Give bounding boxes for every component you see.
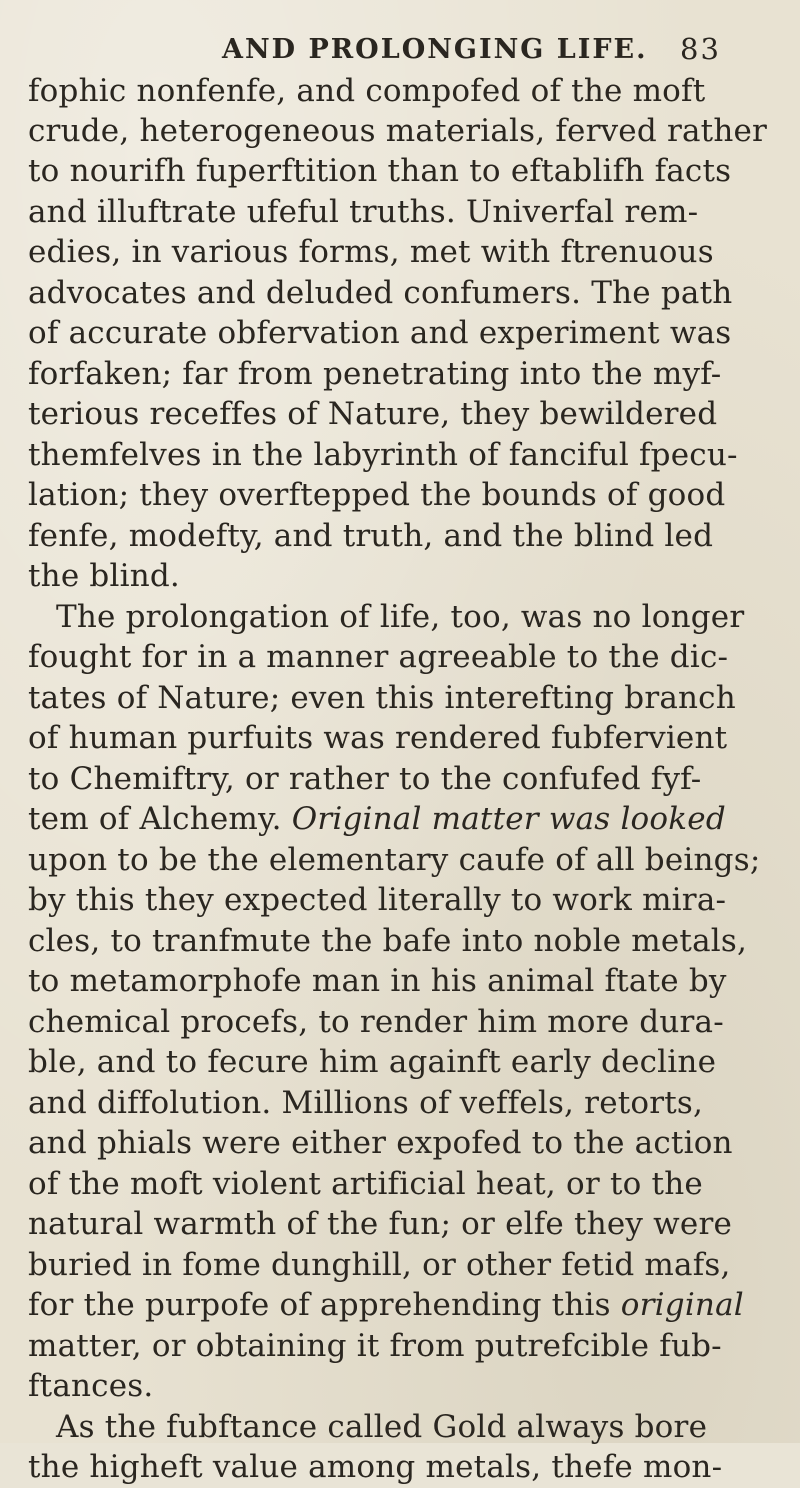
italic-word: original [620, 1287, 744, 1323]
text-line: of human purfuits was rendered fubfervient [28, 720, 728, 756]
text-line: the higheft value among metals, thefe mon- [28, 1449, 723, 1485]
text-line: edies, in various forms, met with ftrenuous [28, 234, 714, 270]
text-line: and diffolution. Millions of veffels, retorts, [28, 1085, 704, 1121]
text-segment: tem of Alchemy. [28, 801, 282, 837]
text-line: fophic nonfenfe, and compofed of the moft [28, 73, 706, 109]
text-line: of the moft violent artificial heat, or to the [28, 1166, 703, 1202]
text-line: and illuftrate ufeful truths. Univerfal rem- [28, 194, 699, 230]
running-title: AND PROLONGING LIFE. [222, 34, 648, 65]
running-head [0, 18, 800, 74]
text-line: terious receffes of Nature, they bewildered [28, 396, 718, 432]
text-line: the blind. [28, 558, 180, 594]
text-line: ble, and to fecure him againft early decline [28, 1044, 717, 1080]
text-line: fenfe, modefty, and truth, and the blind led [28, 518, 714, 554]
text-line-mixed [28, 798, 726, 840]
text-line: The prolongation of life, too, was no longer [56, 599, 745, 635]
text-line: and phials were either expofed to the action [28, 1125, 733, 1161]
text-line: natural warmth of the fun; or elfe they were [28, 1206, 733, 1242]
text-line: upon to be the elementary caufe of all beings; [28, 842, 761, 878]
text-line: to Chemiftry, or rather to the confufed fyf- [28, 761, 702, 797]
text-line: ftances. [28, 1368, 154, 1404]
italic-phrase: Original matter was looked [291, 801, 726, 837]
text-line: lation; they overftepped the bounds of good [28, 477, 726, 513]
text-line: advocates and deluded confumers. The path [28, 275, 733, 311]
page-number: 83 [680, 32, 721, 66]
text-line: to nourifh fuperftition than to eftablifh facts [28, 153, 732, 189]
text-line: matter, or obtaining it from putrefcible fub- [28, 1328, 722, 1364]
text-line: As the fubftance called Gold always bore [56, 1409, 708, 1445]
text-line: crude, heterogeneous materials, ferved rather [28, 113, 768, 149]
text-segment: for the purpofe of apprehending this [28, 1287, 611, 1323]
text-line: chemical procefs, to render him more dura- [28, 1004, 724, 1040]
text-line: themfelves in the labyrinth of fanciful fpecu- [28, 437, 738, 473]
text-line: fought for in a manner agreeable to the dic- [28, 639, 729, 675]
text-line: by this they expected literally to work mira- [28, 882, 727, 918]
text-line: buried in fome dunghill, or other fetid mafs, [28, 1247, 731, 1283]
text-line: forfaken; far from penetrating into the myf- [28, 356, 722, 392]
text-line: cles, to tranfmute the bafe into noble metals, [28, 923, 748, 959]
text-line: tates of Nature; even this interefting branch [28, 680, 736, 716]
text-line-mixed [28, 1284, 744, 1326]
text-line: of accurate obfervation and experiment was [28, 315, 732, 351]
text-line: to metamorphofe man in his animal ftate by [28, 963, 727, 999]
